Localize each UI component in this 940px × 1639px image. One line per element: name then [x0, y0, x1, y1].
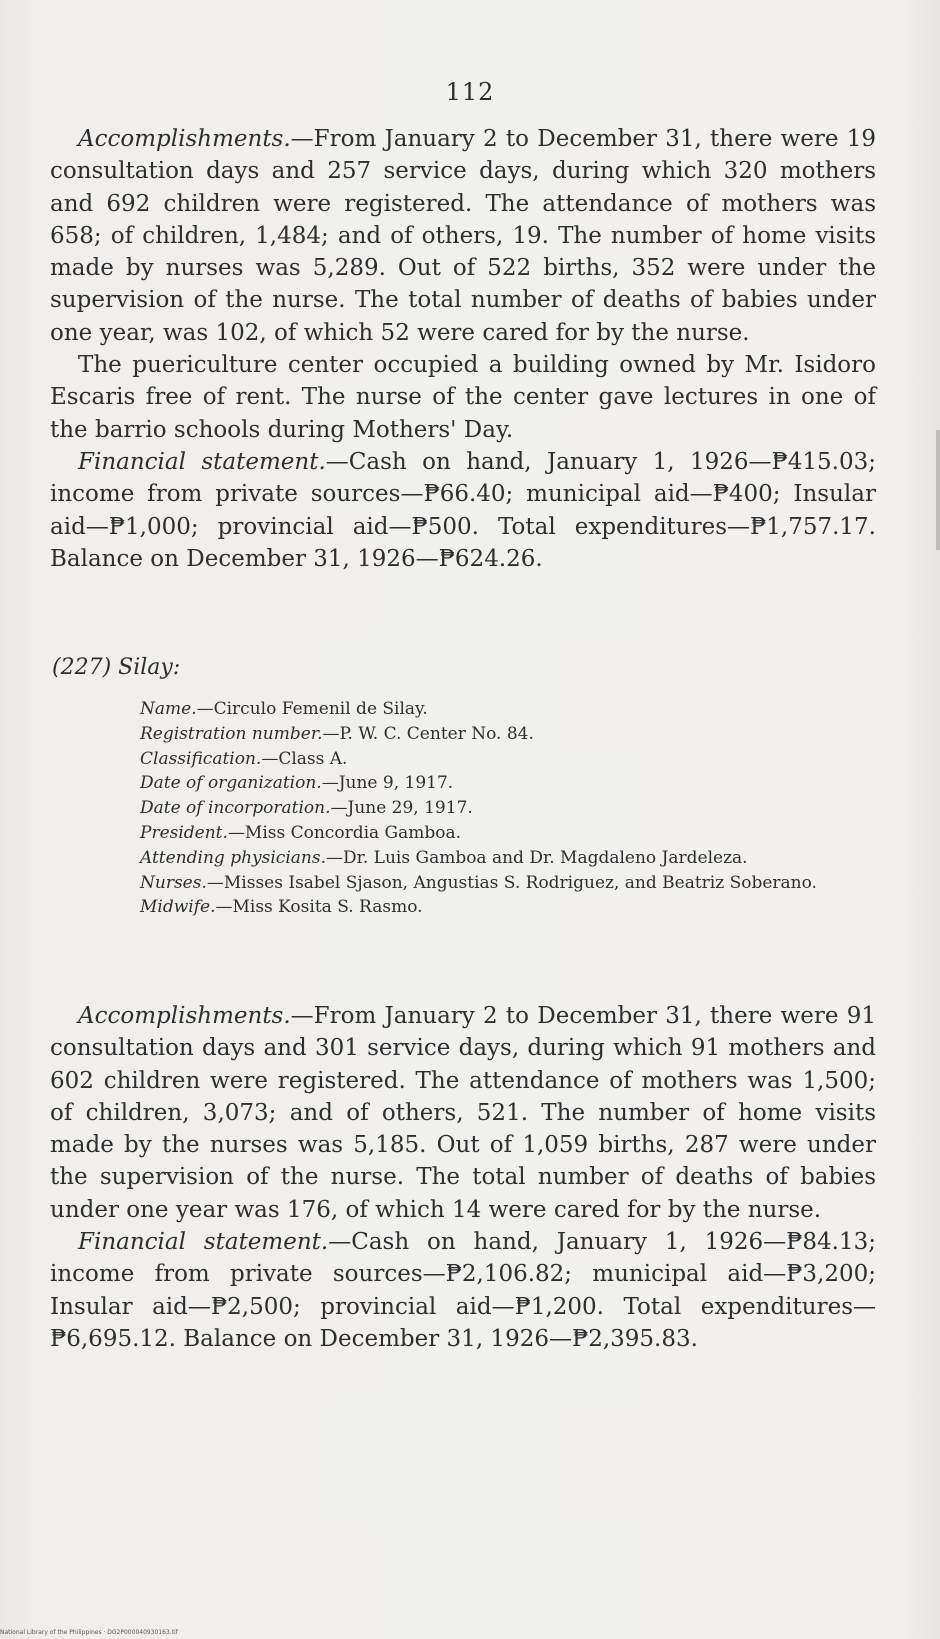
center-details-list	[140, 697, 875, 920]
scan-footer: National Library of the Philippines · DG2P000040930163.tif	[0, 1629, 178, 1636]
entry-registration-number: Registration number.—P. W. C. Center No. 84.	[140, 723, 534, 744]
accomplishments-label: Accomplishments.	[78, 126, 291, 152]
entry-physicians: Attending physicians.—Dr. Luis Gamboa and Dr. Magdaleno Jardeleza.	[140, 847, 748, 868]
entry-date-organization: Date of organization.—June 9, 1917.	[140, 773, 454, 794]
accomplishments-paragraph-2: Accomplishments.—From January 2 to December 31, there were 91 consultation days and 301 service days, during which 91 mothers and 602 children were registered. The attendance of mothers was 1,500; of children, 3,073; and of others, 521. The number of home visits made by the nurses was 5,185. Out of 1,059 births, 287 were under the supervision of the nurse. The total number of deaths of babies under one year was 176, of which 14 were cared for by the nurse.	[50, 1003, 876, 1223]
financial-label: Financial statement.	[78, 1229, 329, 1256]
accomplishments-paragraph-1: Accomplishments.—From January 2 to December 31, there were 19 consultation days and 257 service days, during which 320 mothers and 692 children were registered. The attendance of mothers was 658; of children, 1,484; and of others, 19. The number of home visits made by nurses was 5,289. Out of 522 births, 352 were under the supervision of the nurse. The total number of deaths of babies under one year, was 102, of which 52 were cared for by the nurse.	[50, 126, 876, 346]
entry-name: Name.—Circulo Femenil de Silay.	[140, 699, 428, 719]
page-edge-shadow	[936, 430, 940, 550]
page-number: 112	[445, 78, 495, 106]
entry-midwife: Midwife.—Miss Kosita S. Rasmo.	[140, 897, 423, 918]
financial-paragraph-2: Financial statement.—Cash on hand, January 1, 1926—₱84.13; income from private sources—₱2,106.82; municipal aid—₱3,200; Insular aid—₱2,500; provincial aid—₱1,200. Total expenditures—₱6,695.12. Balance on December 31, 1926—₱2,395.83.	[50, 1229, 876, 1352]
financial-paragraph-1: Financial statement.—Cash on hand, January 1, 1926—₱415.03; income from private sources—₱66.40; municipal aid—₱400; Insular aid—₱1,000; provincial aid—₱500. Total expenditures—₱1,757.17. Balance on December 31, 1926—₱624.26.	[50, 448, 877, 572]
entry-classification: Classification.—Class A.	[140, 748, 348, 769]
entry-nurses: Nurses.—Misses Isabel Sjason, Angustias S. Rodriguez, and Beatriz Soberano.	[140, 872, 817, 893]
entry-president: President.—Miss Concordia Gamboa.	[140, 822, 462, 843]
center-paragraph: The puericulture center occupied a building owned by Mr. Isidoro Escaris free of rent. The nurse of the center gave lectures in one of the barrio schools during Mothers' Day.	[50, 352, 876, 443]
financial-label: Financial statement.	[78, 448, 326, 475]
block-1	[50, 123, 876, 575]
section-heading: (227) Silay:	[52, 655, 181, 680]
accomplishments-label: Accomplishments.	[78, 1003, 291, 1029]
block-2	[50, 1000, 876, 1355]
entry-date-incorporation: Date of incorporation.—June 29, 1917.	[140, 798, 473, 819]
